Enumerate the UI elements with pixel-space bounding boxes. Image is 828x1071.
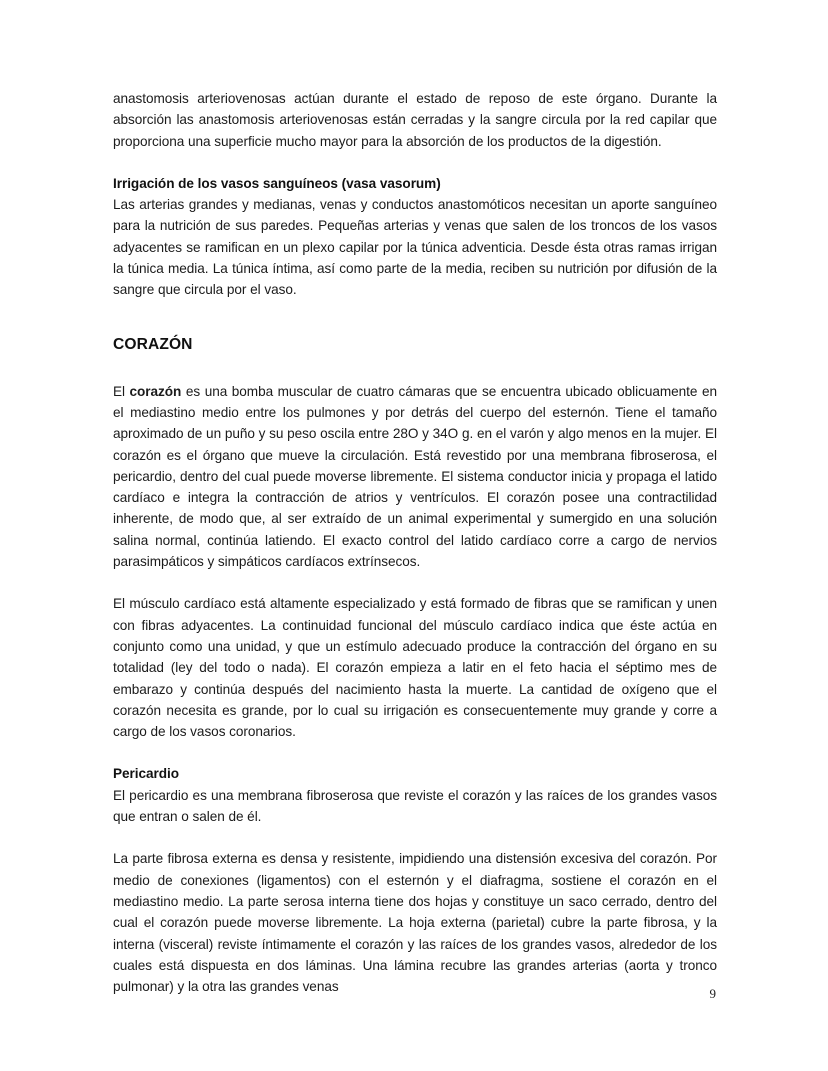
paragraph-corazon [113,381,717,573]
heading-pericardio: Pericardio [113,766,179,782]
heading-vasa-vasorum: Irrigación de los vasos sanguíneos (vasa vasorum) [113,175,441,191]
paragraph-vasa-vasorum: Las arterias grandes y medianas, venas y conductos anastomóticos necesitan un aporte sanguíneo para la nutrición de sus paredes. Pequeñas arterias y venas que salen de los troncos de los vasos adyacentes se ramifican en un plexo capilar por la túnica adventicia. Desde ésta otras ramas irrigan la túnica media. La túnica íntima, así como parte de la media, reciben su nutrición por difusión de la sangre que circula por el vaso. [113,197,717,298]
page-number: 9 [709,986,716,1001]
paragraph-corazon-emphasis: corazón [129,383,182,399]
paragraph-continuation: anastomosis arteriovenosas actúan durante el estado de reposo de este órgano. Durante la absorción las anastomosis arteriovenosas están cerradas y la sangre circula por la red capilar que proporciona una superficie mucho mayor para la absorción de los productos de la digestión. [113,91,717,149]
paragraph-parte-fibrosa: La parte fibrosa externa es densa y resistente, impidiendo una distensión excesiva del corazón. Por medio de conexiones (ligamentos) con el esternón y el diafragma, sostiene el corazón en el mediastino medio. La parte serosa interna tiene dos hojas y constituye un saco cerrado, dentro del cual el corazón puede moverse libremente. La hoja externa (parietal) cubre la parte fibrosa, y la interna (visceral) reviste íntimamente el corazón y las raíces de los grandes vasos, alrededor de los cuales está dispuesta en dos láminas. Una lámina recubre las grandes arterias (aorta y tronco pulmonar) y la otra las grandes venas [113,851,717,995]
heading-corazon: CORAZÓN [113,335,193,353]
paragraph-corazon-lead: El [113,383,130,399]
paragraph-musculo-cardiaco: El músculo cardíaco está altamente especializado y está formado de fibras que se ramifican y unen con fibras adyacentes. La continuidad funcional del músculo cardíaco indica que éste actúa en conjunto como una unidad, y que un estímulo adecuado produce la contracción del órgano en su totalidad (ley del todo o nada). El corazón empieza a latir en el feto hacia el séptimo mes de embarazo y continúa después del nacimiento hasta la muerte. La cantidad de oxígeno que el corazón necesita es grande, por lo cual su irrigación es consecuentemente muy grande y corre a cargo de los vasos coronarios. [113,596,717,740]
paragraph-corazon-rest: es una bomba muscular de cuatro cámaras que se encuentra ubicado oblicuamente en el mediastino medio entre los pulmones y por detrás del cuerpo del esternón. Tiene el tamaño aproximado de un puño y su peso oscila entre 28O y 34O g. en el varón y algo menos en la mujer. El corazón es el órgano que mueve la circulación. Está revestido por una membrana fibroserosa, el pericardio, dentro del cual puede moverse libremente. El sistema conductor inicia y propaga el latido cardíaco e integra la contracción de atrios y ventrículos. El corazón posee una contractilidad inherente, de modo que, al ser extraído de un animal experimental y sumergido en una solución salina normal, continúa latiendo. El exacto control del latido cardíaco corre a cargo de nervios parasimpáticos y simpáticos cardíacos extrínsecos. [113,383,717,570]
page-content [113,88,717,997]
paragraph-pericardio: El pericardio es una membrana fibroserosa que reviste el corazón y las raíces de los grandes vasos que entran o salen de él. [113,787,717,825]
